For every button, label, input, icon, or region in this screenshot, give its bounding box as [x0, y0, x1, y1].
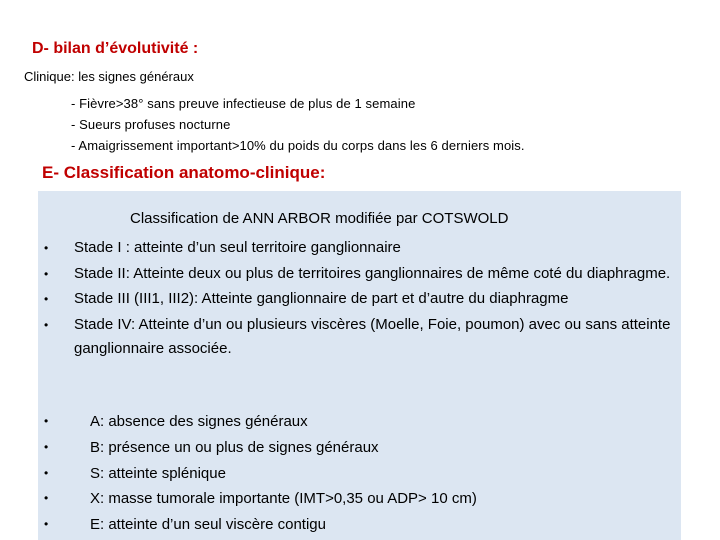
stage-list	[44, 236, 674, 363]
bullet-icon: •	[44, 241, 49, 255]
bullet-icon: •	[44, 266, 49, 281]
modifier-text: B: présence un ou plus de signes généraux	[90, 438, 379, 456]
bullet-icon: •	[44, 517, 49, 532]
clinique-line	[24, 69, 194, 85]
sign-item: - Fièvre>38° sans preuve infectieuse de plus de 1 semaine	[71, 96, 416, 111]
bullet-icon: •	[44, 414, 49, 428]
modifier-item	[44, 512, 650, 538]
section-e-title: E- Classification anatomo-clinique:	[42, 163, 326, 182]
bullet-icon: •	[44, 317, 49, 332]
modifier-text: E: atteinte d’un seul viscère contigu	[90, 516, 326, 534]
stage-text: Stade I : atteinte d’un seul territoire ganglionnaire	[74, 239, 401, 256]
stage-item	[44, 236, 674, 261]
modifier-item	[44, 486, 650, 512]
modifier-list	[44, 409, 650, 538]
modifier-item	[44, 435, 650, 461]
stage-item	[44, 313, 674, 362]
clinique-label: Clinique:	[24, 69, 75, 84]
sign-item: - Sueurs profuses nocturne	[71, 117, 231, 132]
modifier-item	[44, 461, 650, 487]
general-signs-list	[71, 93, 525, 156]
modifier-text: X: masse tumorale importante (IMT>0,35 ou ADP> 10 cm)	[90, 490, 477, 508]
stage-text: Stade II: Atteinte deux ou plus de territoires ganglionnaires de même coté du diaphragme.	[74, 264, 671, 282]
clinique-text: les signes généraux	[74, 69, 194, 84]
bullet-icon: •	[44, 292, 49, 306]
bullet-icon: •	[44, 465, 49, 480]
modifier-text: S: atteinte splénique	[90, 464, 226, 482]
bullet-icon: •	[44, 491, 49, 506]
stage-item	[44, 262, 674, 287]
modifier-item	[44, 409, 650, 435]
modifier-text: A: absence des signes généraux	[90, 413, 308, 430]
classification-panel	[38, 191, 681, 540]
bullet-icon: •	[44, 439, 49, 454]
stage-item	[44, 287, 674, 312]
stage-text: Stade III (III1, III2): Atteinte ganglionnaire de part et d’autre du diaphragme	[74, 290, 569, 307]
section-d-title: D- bilan d’évolutivité :	[32, 40, 199, 57]
stage-text: Stade IV: Atteinte d’un ou plusieurs viscères (Moelle, Foie, poumon) avec ou sans atteinte ganglionnaire associée.	[74, 315, 671, 357]
panel-title: Classification de ANN ARBOR modifiée par COTSWOLD	[130, 210, 509, 227]
sign-item: - Amaigrissement important>10% du poids du corps dans les 6 derniers mois.	[71, 138, 525, 153]
